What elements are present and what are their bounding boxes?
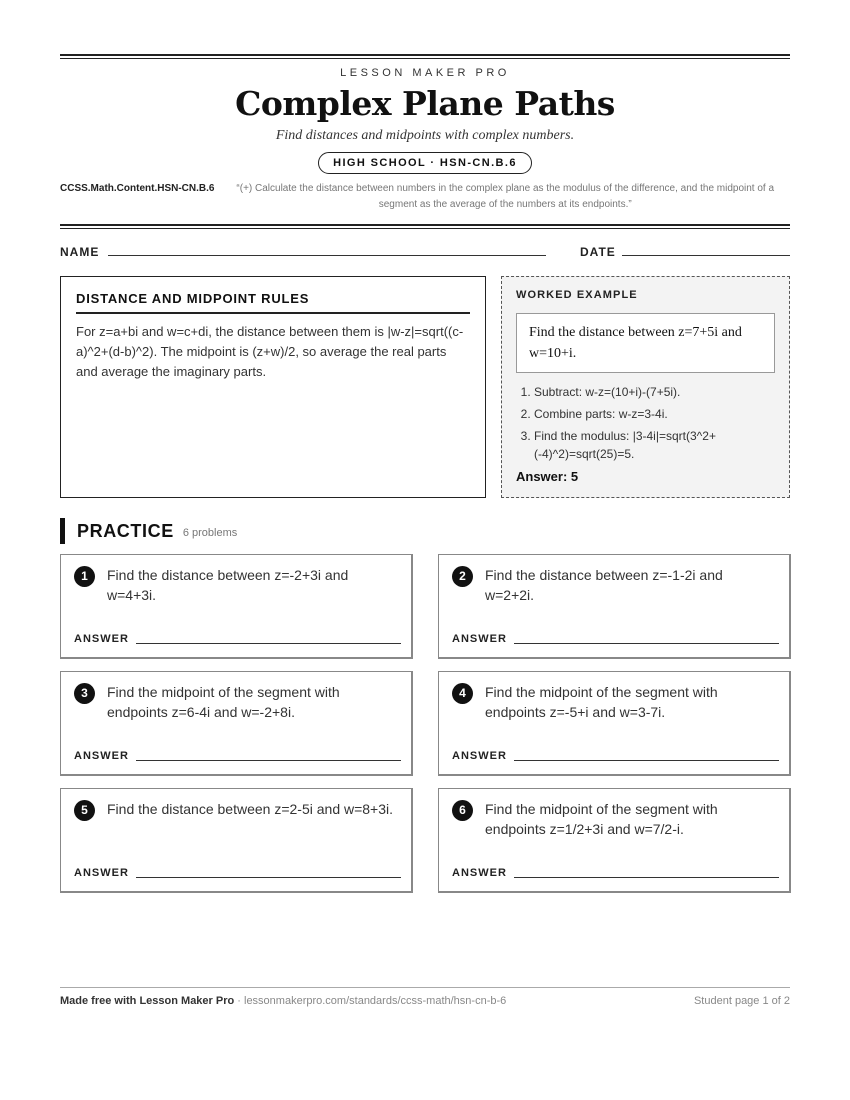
problem-card-1: [60, 554, 413, 659]
answer-label: ANSWER: [452, 750, 507, 762]
problem-number: 3: [74, 683, 95, 704]
problem-text: Find the midpoint of the segment with endpoints z=-5+i and w=3-7i.: [485, 684, 718, 720]
footer-url: · lessonmakerpro.com/standards/ccss-math/hsn-cn-b-6: [234, 995, 507, 1007]
page-subtitle: Find distances and midpoints with complex numbers.: [275, 128, 575, 143]
header-top-rule: [60, 54, 790, 59]
answer-field[interactable]: [514, 760, 779, 761]
problem-card-2: [438, 554, 791, 659]
example-step-text: Subtract: w-z=(10+i)-(7+5i).: [534, 385, 681, 399]
example-answer: Answer: 5: [516, 469, 579, 484]
problem-number: 4: [452, 683, 473, 704]
answer-field[interactable]: [136, 877, 401, 878]
answer-label: ANSWER: [74, 750, 129, 762]
page-title: Complex Plane Paths: [235, 84, 615, 123]
example-problem: Find the distance between z=7+5i and w=10+i.: [516, 313, 775, 373]
worksheet-page: [60, 0, 790, 1100]
example-steps: [516, 381, 775, 463]
problem-card-5: [60, 788, 413, 893]
answer-field[interactable]: [514, 877, 779, 878]
footer-rule: [60, 987, 790, 988]
name-field[interactable]: [108, 255, 546, 256]
footer-page-number: Student page 1 of 2: [693, 995, 790, 1007]
header-bottom-rule: [60, 224, 790, 229]
answer-field[interactable]: [136, 643, 401, 644]
problem-card-3: [60, 671, 413, 776]
footer-made-with: Made free with Lesson Maker Pro: [60, 995, 235, 1007]
problem-number: 1: [74, 566, 95, 587]
practice-title: PRACTICE: [77, 520, 174, 541]
example-step: [534, 403, 775, 425]
problem-number: 6: [452, 800, 473, 821]
practice-header: [60, 518, 237, 544]
problem-text: Find the distance between z=2-5i and w=8+3i.: [107, 801, 394, 817]
level-badge-wrap: [60, 152, 790, 174]
answer-label: ANSWER: [452, 867, 507, 879]
example-step-text: Find the modulus: |3-4i|=sqrt(3^2+(-4)^2)=sqrt(25)=5.: [534, 429, 716, 461]
level-badge: HIGH SCHOOL · HSN-CN.B.6: [318, 152, 532, 174]
brand-name: LESSON MAKER PRO: [340, 67, 510, 79]
problem-number: 5: [74, 800, 95, 821]
example-heading: WORKED EXAMPLE: [516, 289, 638, 301]
problem-text: Find the midpoint of the segment with endpoints z=6-4i and w=-2+8i.: [107, 684, 340, 720]
answer-label: ANSWER: [452, 633, 507, 645]
standard-statement: [60, 181, 790, 213]
answer-field[interactable]: [514, 643, 779, 644]
answer-label: ANSWER: [74, 867, 129, 879]
problem-text: Find the distance between z=-1-2i and w=2+2i.: [485, 567, 723, 603]
name-label: NAME: [60, 245, 100, 259]
name-date-row: [60, 245, 790, 261]
standard-text: “(+) Calculate the distance between numbers in the complex plane as the modulus of the difference, and the midpoint of a segment as the average of the numbers at its endpoints.”: [236, 183, 775, 210]
standard-code: CCSS.Math.Content.HSN-CN.B.6: [60, 183, 215, 194]
example-step: [534, 381, 775, 403]
date-field[interactable]: [622, 255, 790, 256]
problem-text: Find the midpoint of the segment with endpoints z=1/2+3i and w=7/2-i.: [485, 801, 718, 837]
date-label: DATE: [580, 245, 616, 259]
problem-card-4: [438, 671, 791, 776]
rules-heading: DISTANCE AND MIDPOINT RULES: [76, 291, 470, 314]
footer-credit: [60, 995, 506, 1007]
problem-number: 2: [452, 566, 473, 587]
practice-count: 6 problems: [182, 526, 238, 539]
answer-field[interactable]: [136, 760, 401, 761]
example-step: [534, 425, 775, 463]
answer-label: ANSWER: [74, 633, 129, 645]
problem-text: Find the distance between z=-2+3i and w=4+3i.: [107, 567, 349, 603]
rules-text: For z=a+bi and w=c+di, the distance between them is |w-z|=sqrt((c-a)^2+(d-b)^2). The midpoint is (z+w)/2, so average the real parts and average the imaginary parts.: [76, 324, 464, 379]
problem-card-6: [438, 788, 791, 893]
rules-box: [60, 276, 486, 498]
example-step-text: Combine parts: w-z=3-4i.: [534, 407, 668, 421]
worked-example-box: [501, 276, 790, 498]
